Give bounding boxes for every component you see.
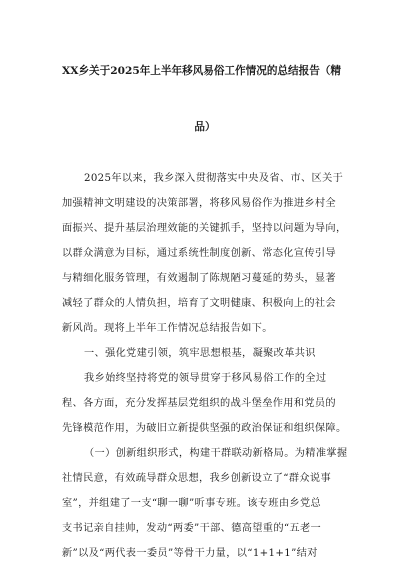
section-heading: 一、强化党建引领，筑牢思想根基，凝聚改革共识 xyxy=(84,348,316,359)
subsection-line: （一）创新组织形式，构建干群联动新格局。为精准掌握 xyxy=(84,448,348,459)
body-line: 我乡始终坚持将党的领导贯穿于移风易俗工作的全过 xyxy=(84,373,327,384)
body-line: 以群众满意为目标，通过系统性制度创新、常态化宣传引导 xyxy=(62,248,336,259)
body-line: 支书记亲自挂帅，发动“两委”干部、德高望重的“五老一 xyxy=(62,523,322,534)
body-line: 减轻了群众的人情负担，培育了文明健康、积极向上的社会 xyxy=(62,298,336,309)
body-line: 先锋模范作用，为破旧立新提供坚强的政治保证和组织保障。 xyxy=(62,423,347,434)
body-line: 新风尚。现将上半年工作情况总结报告如下。 xyxy=(62,323,273,334)
body-line: 社情民意，有效疏导群众思想，我乡创新设立了“群众说事 xyxy=(62,473,331,484)
body-line: 加强精神文明建设的决策部署，将移风易俗作为推进乡村全 xyxy=(62,198,336,209)
body-line: 新”以及“两代表一委员”等骨干力量，以“1+1+1”结对 xyxy=(62,548,318,559)
body-line: 程、各方面，充分发挥基层党组织的战斗堡垒作用和党员的 xyxy=(62,398,336,409)
body-line: 室”，并组建了一支“聊一聊”听事专班。该专班由乡党总 xyxy=(62,498,322,509)
document-title-line-2: 品） xyxy=(194,121,216,133)
document-title-line-1: XX乡关于2025年上半年移风易俗工作情况的总结报告（精 xyxy=(62,65,341,77)
body-line: 2025年以来，我乡深入贯彻落实中央及省、市、区关于 xyxy=(84,173,344,184)
body-line: 面振兴、提升基层治理效能的关键抓手，坚持以问题为导向， xyxy=(62,223,347,234)
body-line: 与精细化服务管理，有效遏制了陈规陋习蔓延的势头，显著 xyxy=(62,273,336,284)
